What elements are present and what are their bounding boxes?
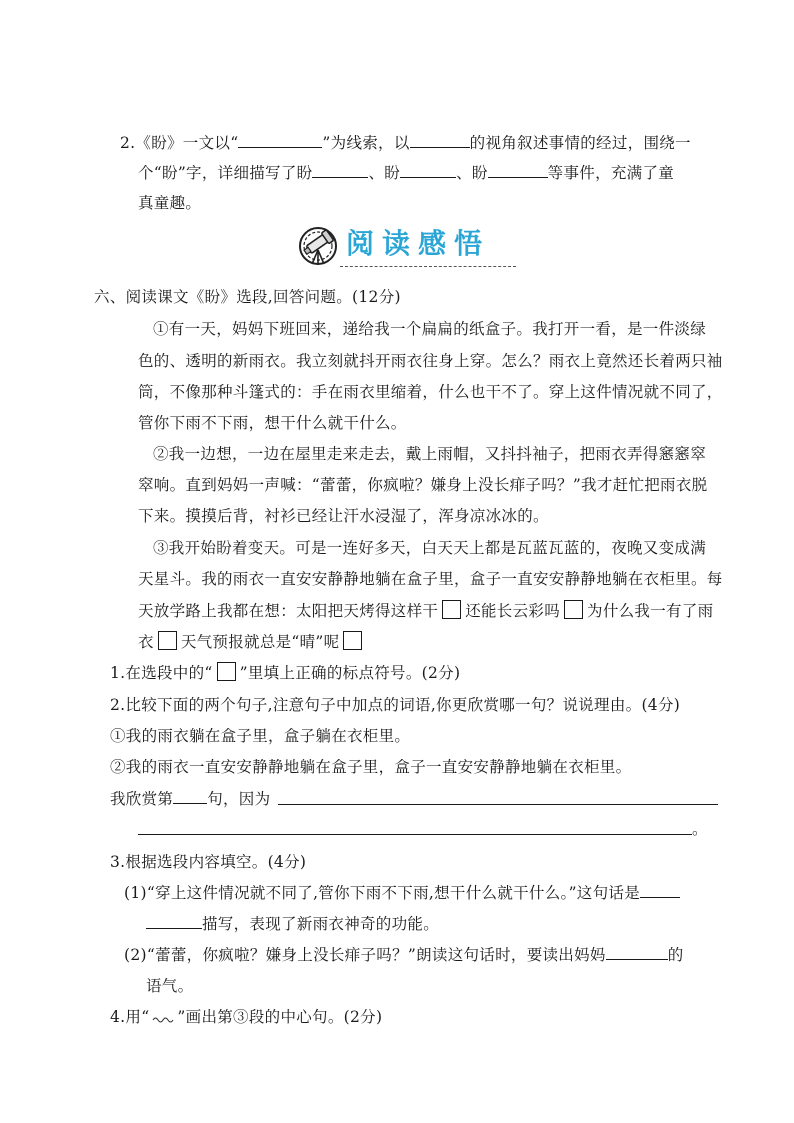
- passage-text: 衣: [138, 633, 154, 651]
- passage-text: 还能长云彩吗: [465, 602, 561, 620]
- reason-answer-line-2[interactable]: [138, 834, 692, 835]
- question-text: 描写，表现了新雨衣神奇的功能。: [202, 915, 440, 933]
- passage-line: 天星斗。我的雨衣一直安安静静地躺在盒子里，盒子一直安安静静地躺在衣柜里。每: [138, 570, 723, 588]
- q2-fill-line-1: [120, 132, 691, 154]
- question-3-1-cont: [146, 913, 439, 935]
- passage-line: ②我一边想，一边在屋里走来走去，戴上雨帽，又抖抖袖子，把雨衣弄得窸窸窣: [153, 445, 707, 463]
- passage-line: ③我开始盼着变天。可是一连好多天，白天天上都是瓦蓝瓦蓝的，夜晚又变成满: [153, 539, 707, 557]
- question-text: 句，因为: [207, 790, 271, 808]
- q2-text: 个“盼”字，详细描写了盼: [138, 164, 313, 182]
- question-text: ”画出第③段的中心句。(2分): [177, 1008, 383, 1026]
- section-banner: [298, 222, 518, 272]
- passage-line: [138, 631, 366, 653]
- banner-title: 阅读感悟: [346, 227, 491, 260]
- sentence-choice-blank[interactable]: [173, 789, 207, 804]
- q2-text: ”为线索，以: [322, 134, 410, 152]
- q2-text: 2.《盼》一文以“: [120, 134, 239, 152]
- question-text: 的: [667, 946, 684, 964]
- passage-text: 天气预报就总是“晴”呢: [180, 633, 340, 651]
- question-4: [110, 1006, 382, 1028]
- question-2-sentence-2: ②我的雨衣一直安安静静地躺在盒子里，盒子一直安安静静地躺在衣柜里。: [110, 758, 632, 776]
- punctuation-box-2[interactable]: [564, 600, 583, 619]
- banner-divider: [340, 266, 516, 267]
- question-text: 1.在选段中的“: [110, 664, 213, 682]
- question-text: (2)“蕾蕾，你疯啦？嫌身上没长痱子吗？”朗读这句话时，要读出妈妈: [124, 946, 606, 964]
- section-6-heading: 六、阅读课文《盼》选段,回答问题。(12分): [94, 288, 401, 306]
- q2-blank-event-1[interactable]: [312, 163, 368, 178]
- passage-line: 下来。摸摸后背，衬衫已经让汗水浸湿了，浑身凉冰冰的。: [138, 507, 549, 525]
- passage-text: 为什么我一有了雨: [587, 602, 714, 620]
- q2-blank-clue[interactable]: [238, 133, 322, 148]
- passage-line: [138, 600, 713, 622]
- question-2-answer-line: [110, 788, 270, 810]
- passage-line: ①有一天，妈妈下班回来，递给我一个扁扁的纸盒子。我打开一看，是一件淡绿: [153, 320, 707, 338]
- question-text: (1)“穿上这件情况就不同了,管你下雨不下雨,想干什么就干什么。”这句话是: [124, 884, 641, 902]
- question-3-2-cont: 语气。: [146, 977, 194, 995]
- passage-line: 筒，不像那种斗篷式的：手在雨衣里缩着，什么也干不了。穿上这件情况就不同了，: [138, 383, 723, 401]
- question-3-2: [124, 944, 684, 966]
- q2-fill-line-2: [138, 162, 674, 184]
- question-2-heading: 2.比较下面的两个句子,注意句子中加点的词语,你更欣赏哪一句？说说理由。(4分): [110, 696, 681, 714]
- punctuation-box-1[interactable]: [442, 600, 461, 619]
- question-3-1: [124, 882, 680, 904]
- q2-text: 的视角叙述事情的经过，围绕一: [469, 134, 691, 152]
- passage-line: 管你下雨不下雨，想干什么就干什么。: [138, 414, 407, 432]
- q2-text: 等事件，充满了童: [547, 164, 675, 182]
- passage-text: 天放学路上我都在想：太阳把天烤得这样干: [138, 602, 439, 620]
- q2-blank-event-2[interactable]: [400, 163, 456, 178]
- question-text: 4.用“: [110, 1008, 150, 1026]
- q3-2-tone-blank[interactable]: [606, 945, 668, 960]
- punctuation-box-4[interactable]: [343, 631, 362, 650]
- question-3-heading: 3.根据选段内容填空。(4分): [110, 853, 307, 871]
- question-text: 我欣赏第: [110, 790, 174, 808]
- punctuation-box-sample: [217, 662, 236, 681]
- q3-1-blank-part-2[interactable]: [146, 914, 202, 929]
- question-text: ”里填上正确的标点符号。(2分): [239, 664, 461, 682]
- telescope-icon: [298, 224, 340, 268]
- reason-answer-line-1[interactable]: [278, 804, 718, 805]
- q2-fill-line-3: 真童趣。: [138, 194, 202, 212]
- passage-line: 窣响。直到妈妈一声喊：“蕾蕾，你疯啦？嫌身上没长痱子吗？”我才赶忙把雨衣脱: [138, 476, 708, 494]
- passage-line: 色的、透明的新雨衣。我立刻就抖开雨衣往身上穿。怎么？雨衣上竟然还长着两只袖: [138, 352, 723, 370]
- q2-blank-perspective[interactable]: [410, 133, 470, 148]
- q2-text: 、盼: [456, 164, 488, 182]
- answer-end-mark: 。: [692, 820, 708, 838]
- q2-blank-event-3[interactable]: [488, 163, 548, 178]
- punctuation-box-3[interactable]: [158, 631, 177, 650]
- q3-1-blank-part-1[interactable]: [640, 883, 680, 898]
- q2-text: 、盼: [368, 164, 401, 182]
- wavy-underline-icon: [152, 1014, 174, 1024]
- question-2-sentence-1: ①我的雨衣躺在盒子里，盒子躺在衣柜里。: [110, 727, 411, 745]
- question-1: [110, 662, 460, 684]
